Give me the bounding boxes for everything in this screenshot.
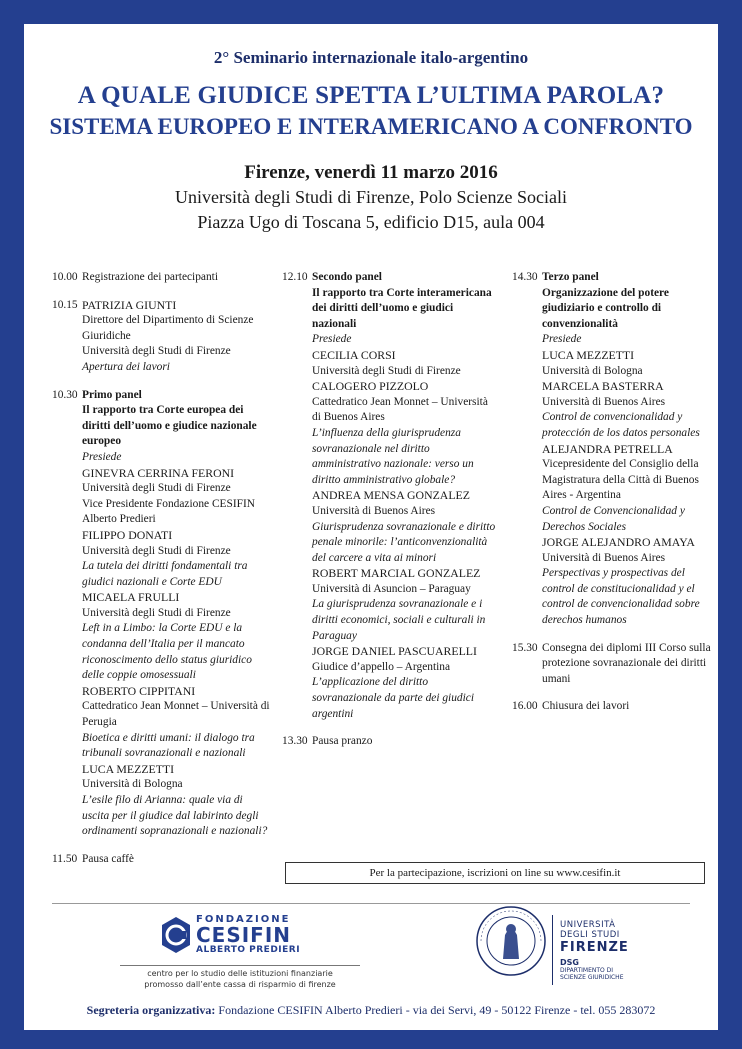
speaker-name: PATRIZIA GIUNTI <box>82 297 177 312</box>
univ-line2: DEGLI STUDI <box>560 930 620 940</box>
university-divider <box>552 915 553 985</box>
talk-title: Bioetica e diritti umani: il dialogo tra tribunali sovranazionali e nazionali <box>82 731 255 760</box>
speaker-affiliation: Cattedratico Jean Monnet – Università di Buenos Aires <box>312 395 488 424</box>
program-entry <box>282 270 496 722</box>
entry-time: 16.00 <box>512 700 538 713</box>
cesifin-wordmark <box>196 914 300 955</box>
speaker-role: Direttore del Dipartimento di Scienze Giuridiche <box>82 314 254 342</box>
speaker-name: FILIPPO DONATI <box>82 527 173 542</box>
footer-label: Segreteria organizzativa: <box>86 1003 216 1017</box>
entry-text: Pausa caffè <box>82 852 134 865</box>
entry-text: Pausa pranzo <box>312 735 373 748</box>
speaker-name: MARCELA BASTERRA <box>542 379 664 394</box>
second-title: SISTEMA EUROPEO E INTERAMERICANO A CONFRONTO <box>49 114 693 139</box>
speaker-affiliation: Università di Buenos Aires <box>542 551 666 564</box>
speaker-affiliation: Università di Bologna <box>542 364 643 377</box>
speaker-name: CALOGERO PIZZOLO <box>312 379 429 394</box>
chair-label: Presiede <box>542 333 582 346</box>
main-title: A QUALE GIUDICE SPETTA L’ULTIMA PAROLA? <box>77 82 665 109</box>
program-entry <box>52 388 270 840</box>
entry-time: 10.15 <box>52 298 78 311</box>
entry-text: Consegna dei diplomi III Corso sulla protezione sovranazionale dei diritti umani <box>542 641 711 685</box>
cesifin-logo-icon <box>160 915 192 955</box>
speaker-affiliation: Università di Buenos Aires <box>312 504 436 517</box>
talk-title: Perspectivas y prospectivas del control de constitucionalidad y el control de convencionalidad sobre derechos humanos <box>542 567 700 627</box>
speaker-affiliation: Università degli Studi di Firenze <box>82 606 231 619</box>
talk-title: Left in a Limbo: la Corte EDU e la condanna dell’Italia per il mancato riconoscimento dello status giuridico delle coppie omosessuali <box>82 622 252 682</box>
event-date: Firenze, venerdì 11 marzo 2016 <box>244 162 498 183</box>
talk-title: La giurisprudenza sovranazionale e i diritti economici, sociali e culturali in Paraguay <box>312 598 486 642</box>
speaker-name: ROBERT MARCIAL GONZALEZ <box>312 566 481 581</box>
speaker-affiliation: Università degli Studi di Firenze <box>312 364 461 377</box>
speaker-name: LUCA MEZZETTI <box>82 761 175 776</box>
fond-line3: ALBERTO PREDIERI <box>196 945 301 955</box>
program-column-2 <box>282 270 496 762</box>
university-wordmark <box>560 920 629 981</box>
program-entry <box>512 699 718 715</box>
talk-title: Control de Convencionalidad y Derechos Sociales <box>542 504 685 533</box>
entry-time: 12.10 <box>282 271 308 283</box>
speaker-name: JORGE DANIEL PASCUARELLI <box>312 644 477 659</box>
talk-title: L’esile filo di Arianna: quale via di uscita per il giudice dal labirinto degli ordinamenti sopranazionali e nazionali? <box>82 794 268 838</box>
speaker-affiliation: Cattedratico Jean Monnet – Università di Perugia <box>82 700 270 729</box>
talk-title: Control de convencionalidad y protección de los datos personales <box>542 411 700 439</box>
chair-label: Presiede <box>312 333 352 346</box>
event-address: Piazza Ugo di Toscana 5, edificio D15, aula 004 <box>197 212 545 232</box>
entry-text: Registrazione dei partecipanti <box>82 271 218 283</box>
dsg-line2: SCIENZE GIURIDICHE <box>560 974 624 981</box>
university-seal-icon <box>475 905 547 977</box>
program-entry <box>512 641 718 688</box>
speaker-name: CECILIA CORSI <box>312 347 396 362</box>
talk-title: La tutela dei diritti fondamentali tra giudici nazionali e Corte EDU <box>82 560 248 588</box>
program-column-1 <box>52 270 270 879</box>
entry-time: 10.00 <box>52 271 78 283</box>
talk-title: Giurisprudenza sovranazionale e diritto penale minorile: l’anticonvenzionalità del carcere a vita ai minori <box>312 520 496 564</box>
talk-title: L’applicazione del diritto sovranazionale da parte dei giudici argentini <box>312 676 474 720</box>
speaker-role: Vice Presidente Fondazione CESIFIN Alberto Predieri <box>82 497 255 526</box>
entry-time: 14.30 <box>512 271 538 283</box>
event-venue: Università degli Studi di Firenze, Polo Scienze Sociali <box>175 187 567 207</box>
univ-line3: FIRENZE <box>560 940 629 955</box>
footer-divider <box>52 903 690 904</box>
speaker-affiliation: Università di Bologna <box>82 778 183 791</box>
registration-note: Per la partecipazione, iscrizioni on line su www.cesifin.it <box>285 862 705 884</box>
tagline-line1: centro per lo studio delle istituzioni finanziarie <box>147 969 333 978</box>
speaker-name: MICAELA FRULLI <box>82 590 180 605</box>
panel-label: Terzo panel <box>542 271 599 283</box>
speaker-affiliation: Giudice d’appello – Argentina <box>312 660 451 673</box>
panel-topic: Il rapporto tra Corte interamericana dei diritti dell’uomo e giudici nazionali <box>312 286 492 330</box>
tagline-line2: promosso dall’ente cassa di risparmio di firenze <box>144 980 336 989</box>
program-entry <box>52 852 270 868</box>
program-entry <box>52 270 270 286</box>
entry-time: 11.50 <box>52 852 78 865</box>
fond-line1: FONDAZIONE <box>196 914 291 925</box>
speaker-name: GINEVRA CERRINA FERONI <box>82 465 235 480</box>
entry-time: 15.30 <box>512 641 538 654</box>
panel-label: Secondo panel <box>312 271 382 283</box>
panel-topic: Organizzazione del potere giudiziario e controllo di convenzionalità <box>542 286 669 330</box>
speaker-affiliation: Vicepresidente del Consiglio della Magistratura della Città di Buenos Aires - Argentina <box>542 458 699 502</box>
speaker-affiliation: Università di Buenos Aires <box>542 395 666 408</box>
program-entry <box>512 270 718 629</box>
speaker-affiliation: Università degli Studi di Firenze <box>82 345 231 358</box>
speaker-name: JORGE ALEJANDRO AMAYA <box>542 535 695 550</box>
fond-line2: CESIFIN <box>196 923 292 947</box>
entry-text: Chiusura dei lavori <box>542 700 630 713</box>
speaker-name: ROBERTO CIPPITANI <box>82 683 196 698</box>
entry-time: 13.30 <box>282 735 308 748</box>
panel-topic: Il rapporto tra Corte europea dei diritti dell’uomo e giudice nazionale europeo <box>82 404 257 448</box>
entry-time: 10.30 <box>52 388 78 401</box>
program-entry <box>282 734 496 750</box>
dsg-label: DSG <box>560 958 579 967</box>
program-entry <box>52 298 270 376</box>
univ-line1: UNIVERSITÀ <box>560 920 616 930</box>
footer-address: - via dei Servi, 49 - 50122 Firenze - tel. 055 283072 <box>402 1003 656 1017</box>
footer-org: Fondazione CESIFIN Alberto Predieri <box>218 1003 403 1017</box>
cesifin-tagline <box>120 965 360 990</box>
speaker-affiliation: Università degli Studi di Firenze <box>82 482 231 495</box>
speaker-affiliation: Università degli Studi di Firenze <box>82 544 231 557</box>
program-column-3 <box>512 270 718 727</box>
footer-contact <box>0 1003 742 1018</box>
speaker-affiliation: Università di Asuncion – Paraguay <box>312 582 471 595</box>
dsg-line1: DIPARTIMENTO DI <box>560 967 614 974</box>
panel-label: Primo panel <box>82 388 142 401</box>
speaker-name: ANDREA MENSA GONZALEZ <box>312 488 470 503</box>
talk-title: L’influenza della giurisprudenza sovranazionale nel diritto amministrativo nazionale: verso un diritto amministrativo globale? <box>312 426 474 486</box>
speaker-name: LUCA MEZZETTI <box>542 347 635 362</box>
talk-title: Apertura dei lavori <box>82 360 170 373</box>
seminar-subtitle: 2° Seminario internazionale italo-argentino <box>213 48 529 67</box>
speaker-name: ALEJANDRA PETRELLA <box>542 441 673 456</box>
chair-label: Presiede <box>82 450 122 463</box>
